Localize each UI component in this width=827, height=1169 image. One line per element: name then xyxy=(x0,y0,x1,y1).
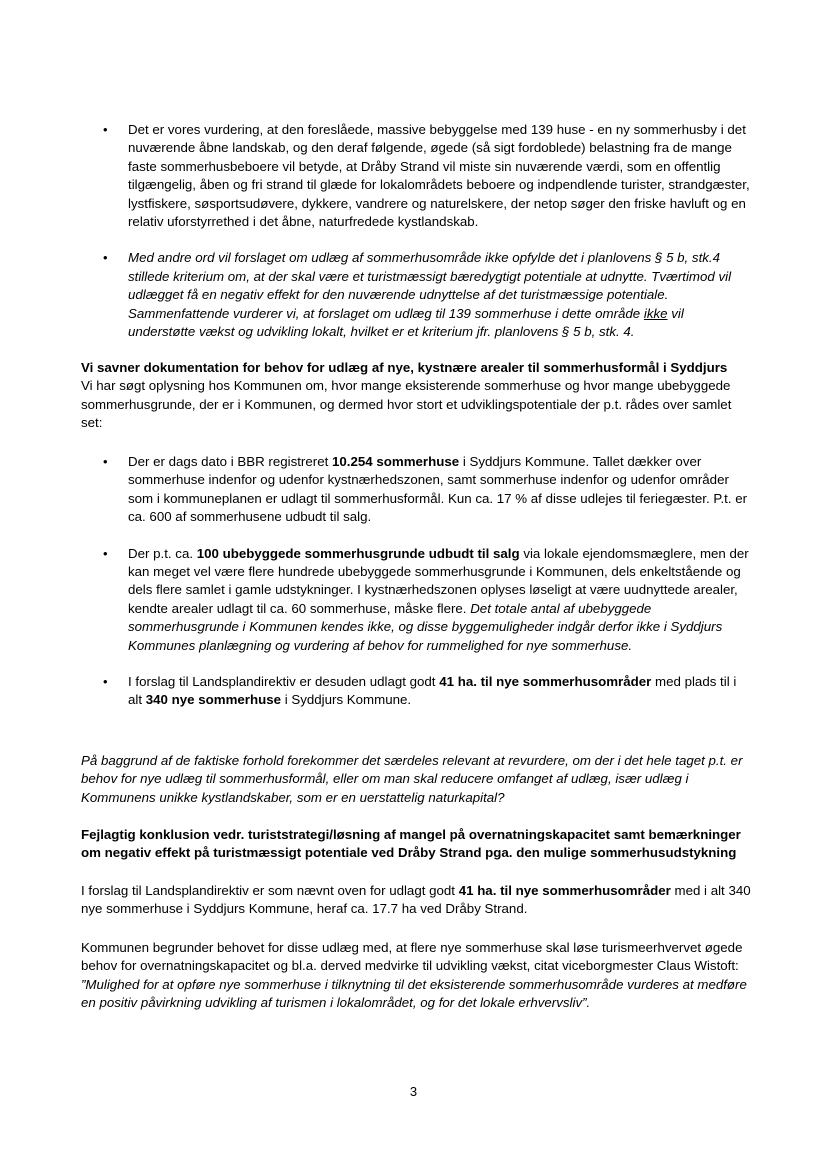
italic-paragraph: På baggrund af de faktiske forhold forekommer det særdeles relevant at revurdere, om der i det hele taget p.t. er behov for nye udlæg til sommerhusformål, eller om man skal reducere omfanget af udlæg, især udlæg i Kommunens unikke kystlandskaber, som er en uerstattelig naturkapital? xyxy=(81,753,743,805)
section-heading: Fejlagtig konklusion vedr. turiststrategi/løsning af mangel på overnatningskapacitet samt bemærkninger om negativ effekt på turistmæssigt potentiale ved Dråby Strand pga. den mulige sommerhusudstykning xyxy=(81,827,741,861)
bullet-icon: • xyxy=(103,122,108,137)
bullet-item-3: • Der er dags dato i BBR registreret 10.254 sommerhuse i Syddjurs Kommune. Tallet dækker over sommerhuse indenfor og udenfor kystnærhedszonen, samt sommerhuse indenfor og udenfor områder som i kommuneplanen er udlagt til sommerhusformål. Kun ca. 17 % af disse udlejes til feriegæster. P.t. er ca. 600 af sommerhusene udbudt til salg. xyxy=(103,454,748,525)
section-2 xyxy=(81,752,751,807)
paragraph: Vi har søgt oplysning hos Kommunen om, hvor mange eksisterende sommerhuse og hvor mange ubebyggede sommerhusgrunde, der er i Kommunen, og dermed hvor stort et udviklingspotentiale der p.t. rådes over samlet set: xyxy=(81,378,732,431)
bullet-item-1 xyxy=(81,121,751,231)
bullet-item-4: • Der p.t. ca. 100 ubebyggede sommerhusgrunde udbudt til salg via lokale ejendomsmæglere, men der kan meget vel være flere hundrede ubebyggede sommerhusgrunde i Kommunen, dels enkeltstående og dels flere samlet i gamle udstykninger. I kystnærhedszonen oplyses løseligt at være uudnyttede arealer, kendte arealer udlagt til ca. 60 sommerhuse, måske flere. Det totale antal af ubebyggede sommerhusgrunde i Kommunen kendes ikke, og disse byggemuligheder indgår derfor ikke i Syddjurs Kommunes planlægning og vurdering af behov for rummelighed for nye sommerhuse. xyxy=(103,545,749,653)
bullet-icon: • xyxy=(103,674,108,690)
bullet-icon: • xyxy=(103,250,108,266)
section-1 xyxy=(81,359,751,433)
bullet-text: Med andre ord vil forslaget om udlæg af sommerhusområde ikke opfylde det i planlovens § 5 b, stk.4 stillede kriterium om, at der skal være et turistmæssigt bæredygtigt potentiale at udnytte. Tværtimod vil udlægget få en negativ effekt for den nuværende udnyttelse af det turistmæssige potentiale. Sammenfattende vurderer vi, at forslaget om udlæg til 139 sommerhuse i dette område xyxy=(128,250,732,321)
bullet-item-2 xyxy=(81,249,751,341)
bullet-text-end: vil understøtte vækst og udvikling lokalt, hvilket er et kriterium jfr. planlovens § 5 b, stk. 4. xyxy=(128,305,684,340)
bold-figure: 41 ha. til nye sommerhusområder xyxy=(439,674,652,690)
bullet-list-top xyxy=(81,121,751,359)
bullet-list-middle xyxy=(81,453,751,728)
bullet-icon: • xyxy=(103,545,108,561)
bold-figure: 100 ubebyggede sommerhusgrunde udbudt til salg xyxy=(196,545,520,561)
bullet-text: Det er vores vurdering, at den foreslåede, massive bebyggelse med 139 huse - en ny sommerhusby i det nuværende åbne landskab, og den deraf følgende, øgede (så sigt fordoblede) belastning fra de mange faste sommerhusbeboere vil betyde, at Dråby Strand vil miste sin nuværende værdi, som en offentlig tilgængelig, åben og fri strand til glæde for lokalområdets beboere og indpendlende turister, strandgæster, lystfiskere, søsportsudøvere, dykkere, vandrere og naturelskere, der netop søger den friske havluft og en relativ uforstyrrethed i det åbne, naturfredede kystlandskab. xyxy=(128,122,750,230)
bullet-icon: • xyxy=(103,454,108,469)
bold-figure: 340 nye sommerhuse xyxy=(145,692,282,708)
paragraph-block xyxy=(81,939,751,1013)
underlined-word: ikke xyxy=(643,305,668,321)
page-number: 3 xyxy=(409,1084,418,1099)
paragraph: I forslag til Landsplandirektiv er som nævnt oven for udlagt godt 41 ha. til nye sommerhusområder med i alt 340 nye sommerhuse i Syddjurs Kommune, heraf ca. 17.7 ha ved Dråby Strand. xyxy=(81,883,751,917)
bold-figure: 10.254 sommerhuse xyxy=(331,454,460,469)
section-heading: Vi savner dokumentation for behov for udlæg af nye, kystnære arealer til sommerhusformål i Syddjurs xyxy=(81,360,728,375)
bullet-item-5: • I forslag til Landsplandirektiv er desuden udlagt godt 41 ha. til nye sommerhusområder med plads til i alt 340 nye sommerhuse i Syddjurs Kommune. xyxy=(103,674,737,708)
paragraph: Kommunen begrunder behovet for disse udlæg med, at flere nye sommerhuse skal løse turismeerhvervet øgede behov for overnatningskapacitet og bl.a. derved medvirke til udvikling vækst, citat viceborgmester Claus Wistoft: ”Mulighed for at opføre nye sommerhuse i tilknytning til det eksisterende sommerhusområde vurderes at medføre en positiv påvirkning udvikling af turismen i lokalområdet, og for det lokale erhvervsliv”. xyxy=(81,940,747,1011)
italic-text: Det totale antal af ubebyggede sommerhusgrunde i Kommunen kendes ikke, og disse byggemuligheder indgår derfor ikke i Syddjurs Kommunes planlægning og vurdering af behov for rummelighed for nye sommerhuse. xyxy=(128,600,723,653)
section-3 xyxy=(81,826,751,863)
paragraph-block xyxy=(81,882,751,919)
